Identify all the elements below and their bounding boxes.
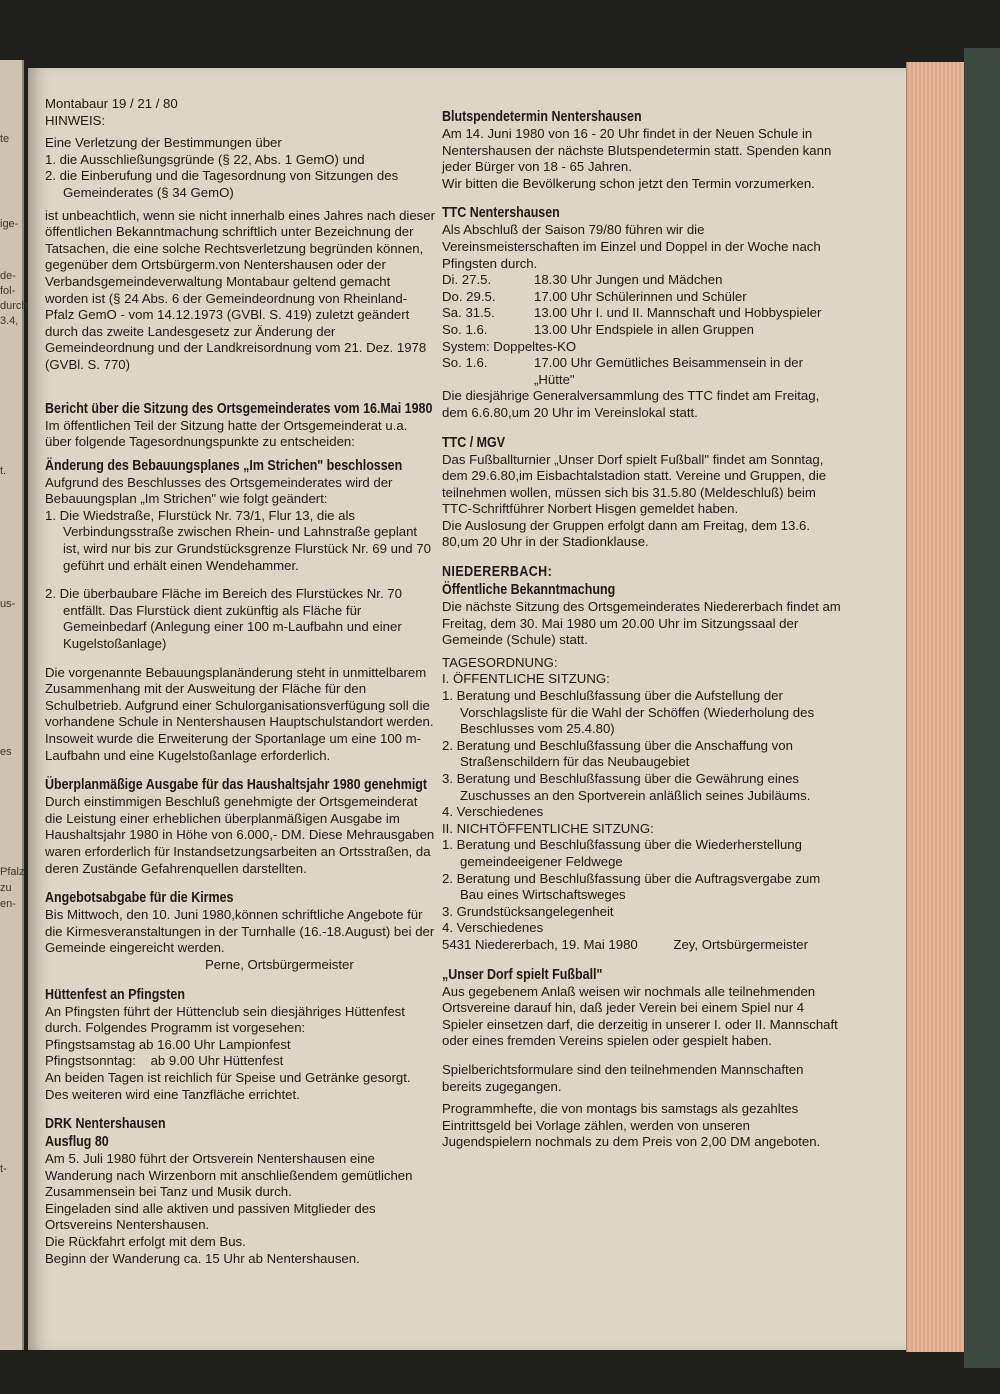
left-page-edge — [0, 60, 28, 1350]
huettenfest-section — [45, 986, 435, 1104]
drk-line: Eingeladen sind alle aktiven und passiven Mitglieder des Ortsvereins Nentershausen. — [45, 1200, 376, 1233]
agenda-item: 1. Beratung und Beschlußfassung über die Aufstellung der Vorschlagsliste für die Wahl der Schöffen (Wiederholung des Beschlusses vom 25.4.80) — [442, 688, 815, 737]
list-item: 1. Die Wiedstraße, Flurstück Nr. 73/1, Flur 13, die als Verbindungsstraße zwischen Rhein- und Lahnstraße geplant ist, wird nur bis zur Grundstücksgrenze Flurstück Nr. 69 und 70 geführt und erhält einen Wendehammer. — [45, 507, 431, 573]
list-item: 2. die Einberufung und die Tagesordnung von Sitzungen des Gemeinderates (§ 34 GemO) — [45, 168, 399, 200]
section-heading: DRK Nentershausen — [45, 1116, 166, 1133]
program-line: Pfingstsamstag ab 16.00 Uhr Lampionfest — [45, 1036, 291, 1052]
drk-section — [45, 1115, 435, 1267]
book-cover — [964, 48, 1000, 1368]
ttc-intro: Als Abschluß der Saison 79/80 führen wir die Vereinsmeisterschaften im Einzel und Doppel in der Woche nach Pfingsten durch. — [442, 222, 821, 271]
hinweis-body: ist unbeachtlich, wenn sie nicht innerhalb eines Jahres nach dieser öffentlichen Bekanntmachung schriftlich unter Bezeichnung der Tatsachen, die eine solche Rechtsverletzung begründen können, gegenüber dem Ortsbürgerm.von Nentershausen oder der Verbandsgemeindeverwaltung Montabaur geltend gemacht worden ist (§ 24 Abs. 6 der Gemeindeordnung von Rheinland-Pfalz GemO - vom 14.12.1973 (GVBl. S. 419) zuletzt geändert durch das zweite Landesgesetz zur Änderung der Gemeindeordnung und der Landkreisordnung vom 21. Dez. 1978 (GVBl. S. 770) — [45, 207, 435, 372]
section-heading: Blutspendetermin Nentershausen — [442, 109, 642, 125]
schedule-text: 17.00 Uhr Gemütliches Beisammensein in der „Hütte" — [534, 355, 804, 387]
section-heading: NIEDERERBACH: — [442, 564, 553, 581]
left-page-fragment: t. — [0, 465, 7, 477]
blutspende-line: Wir bitten die Bevölkerung schon jetzt den Termin vorzumerken. — [442, 175, 815, 191]
section-heading: TTC Nentershausen — [442, 205, 560, 222]
mgv-line: Die Auslosung der Gruppen erfolgt dann am Freitag, dem 13.6. 80,um 20 Uhr in der Stadionklause. — [442, 517, 811, 550]
section-heading: Überplanmäßige Ausgabe für das Haushaltsjahr 1980 genehmigt — [45, 777, 428, 794]
section-heading: „Unser Dorf spielt Fußball" — [442, 966, 603, 983]
agenda-item: 4. Verschiedenes — [442, 920, 544, 936]
niedererbach-intro: Die nächste Sitzung des Ortsgemeinderates Niedererbach findet am Freitag, dem 30. Mai 1980 um 20.00 Uhr im Sitzungssaal der Gemeinde (Schule) statt. — [442, 599, 841, 648]
signature: Perne, Ortsbürgermeister — [205, 956, 354, 972]
left-page-fragment: ige- — [0, 218, 19, 230]
schedule-row — [442, 272, 842, 289]
ttc-section — [442, 204, 842, 421]
agenda-label: TAGESORDNUNG: — [442, 654, 558, 670]
drk-line: Beginn der Wanderung ca. 15 Uhr ab Nentershausen. — [45, 1250, 360, 1266]
schedule-text: 18.30 Uhr Jungen und Mädchen — [534, 272, 723, 288]
signature: Zey, Ortsbürgermeister — [673, 936, 808, 952]
agenda-item: 2. Beratung und Beschlußfassung über die Anschaffung von Straßenschildern für das Neubaugebiet — [442, 737, 793, 770]
left-page-fragment: durch — [0, 300, 28, 312]
agenda-item: 4. Verschiedenes — [442, 804, 544, 820]
left-page-fragment: zu — [0, 882, 12, 894]
drk-line: Die Rückfahrt erfolgt mit dem Bus. — [45, 1234, 246, 1250]
ttc-outro: Die diesjährige Generalversammlung des TTC findet am Freitag, dem 6.6.80,um 20 Uhr im Vereinslokal statt. — [442, 388, 820, 420]
section-heading: TTC / MGV — [442, 434, 506, 451]
agenda-item: 1. Beratung und Beschlußfassung über die Wiederherstellung gemeindeeigener Feldwege — [442, 837, 802, 869]
dorf-line: Spielberichtsformulare sind den teilnehmenden Mannschaften bereits zugegangen. — [442, 1061, 804, 1094]
signature-row — [442, 937, 842, 954]
mgv-section — [442, 434, 842, 552]
niedererbach-section — [442, 563, 842, 953]
hinweis-label: HINWEIS: — [45, 112, 106, 128]
page-edges — [906, 62, 965, 1352]
schedule-day: Do. 29.5. — [442, 288, 496, 304]
schedule-row — [442, 305, 842, 322]
kirmes-body: Bis Mittwoch, den 10. Juni 1980,können schriftliche Angebote für die Kirmesveranstaltungen in der Turnhalle (16.-18.August) bei der Gemeinde eingereicht werden. — [45, 907, 435, 956]
list-item: 2. Die überbaubare Fläche im Bereich des Flurstückes Nr. 70 entfällt. Das Flurstück dient zukünftig als Fläche für Gemeinbedarf (Anlegung einer 100 m-Laufbahn und einer Kugelstoßanlage) — [45, 586, 402, 652]
left-page-fragment: Pfalz — [0, 866, 25, 878]
dorf-section — [442, 966, 842, 1151]
schedule-row — [442, 355, 842, 388]
bericht-section — [45, 400, 435, 451]
left-page-fragment: 3.4, — [0, 315, 19, 327]
schedule-row — [442, 322, 842, 339]
bebauungsplan-section — [45, 457, 435, 765]
huettenfest-body: An Pfingsten führt der Hüttenclub sein diesjähriges Hüttenfest durch. Folgendes Programm ist vorgesehen: — [45, 1003, 405, 1036]
left-page-fragment: te — [0, 133, 10, 145]
left-page-fragment: fol- — [0, 285, 16, 297]
schedule-day: Sa. 31.5. — [442, 305, 495, 321]
kirmes-section — [45, 889, 435, 973]
section-subheading: Ausflug 80 — [45, 1134, 109, 1151]
agenda-item: 3. Beratung und Beschlußfassung über die Gewährung eines Zuschusses an den Sportverein anläßlich seines Jubiläums. — [442, 771, 811, 803]
section-heading: Bericht über die Sitzung des Ortsgemeinderates vom 16.Mai 1980 — [45, 400, 433, 417]
section-heading: Änderung des Bebauungsplanes „Im Strichen" beschlossen — [45, 457, 403, 474]
schedule-text: 13.00 Uhr Endspiele in allen Gruppen — [534, 321, 754, 337]
program-line: Pfingstsonntag: ab 9.00 Uhr Hüttenfest — [45, 1053, 284, 1069]
schedule-day: So. 1.6. — [442, 321, 488, 337]
ausgabe-section — [45, 776, 435, 877]
schedule-day: Di. 27.5. — [442, 272, 492, 288]
place-date: 5431 Niedererbach, 19. Mai 1980 — [442, 936, 638, 952]
left-page-fragment: en- — [0, 898, 16, 910]
ttc-system: System: Doppeltes-KO — [442, 338, 577, 354]
left-page-fragment: de- — [0, 270, 16, 282]
list-item: 1. die Ausschließungsgründe (§ 22, Abs. 1 GemO) und — [45, 151, 365, 167]
schedule-text: 17.00 Uhr Schülerinnen und Schüler — [534, 288, 747, 304]
agenda-item: 2. Beratung und Beschlußfassung über die Auftragsvergabe zum Bau eines Wirtschaftsweges — [442, 870, 821, 903]
bericht-intro: Im öffentlichen Teil der Sitzung hatte der Ortsgemeinderat u.a. über folgende Tagesordnungspunkte zu entscheiden: — [45, 417, 408, 450]
dorf-body: Aus gegebenem Anlaß weisen wir nochmals alle teilnehmenden Ortsvereine darauf hin, daß jeder Verein bei einem Spiel nur 4 Spieler einsetzen darf, die derzeitig in unserer I. oder II. Mannschaft oder eines fremden Vereins spielen oder gespielt haben. — [442, 983, 838, 1049]
dorf-line: Programmhefte, die von montags bis samstags als gezahltes Eintrittsgeld bei Vorlage zählen, werden von unseren Jugendspielern nochmals zu dem Preis von 2,00 DM angeboten. — [442, 1101, 821, 1150]
bebauungsplan-body: Die vorgenannte Bebauungsplanänderung steht in unmittelbarem Zusammenhang mit der Ausweitung der Fläche für den Schulbetrieb. Aufgrund einer Schulorganisationsverfügung soll die vorhandene Schule in Nentershausen Hauptschulstandort werden. Insoweit wurde die Erweiterung der Sportanlage um eine 100 m-Laufbahn und eine Kugelstoßanlage erforderlich. — [45, 664, 434, 763]
mgv-body: Das Fußballturnier „Unser Dorf spielt Fußball" findet am Sonntag, dem 29.6.80,im Eisbachtalstadion statt. Vereine und Gruppen, die teilnehmen wollen, müssen sich bis 31.5.80 (Meldeschluß) beim TTC-Schriftführer Norbert Hisgen gemeldet haben. — [442, 451, 827, 517]
left-page-fragment: us- — [0, 598, 16, 610]
hinweis-section — [45, 96, 435, 374]
drk-body: Am 5. Juli 1980 führt der Ortsverein Nentershausen eine Wanderung nach Wirzenborn mit anschließendem gemütlichen Zusammensein bei Tanz und Musik durch. — [45, 1151, 413, 1200]
left-page-fragment: t- — [0, 1163, 7, 1175]
section-heading: Angebotsabgabe für die Kirmes — [45, 890, 234, 907]
agenda-private-label: II. NICHTÖFFENTLICHE SITZUNG: — [442, 820, 654, 836]
ausgabe-body: Durch einstimmigen Beschluß genehmigte der Ortsgemeinderat die Leistung einer erheblichen überplanmäßigen Ausgabe im Haushaltsjahr 1980 in Höhe von 6.000,- DM. Diese Mehrausgaben waren erforderlich für Instandsetzungsarbeiten an Ortsstraßen, da deren Zustände Gefahrenquellen darstellten. — [45, 794, 435, 876]
reference-number: Montabaur 19 / 21 / 80 — [45, 96, 178, 111]
left-page-fragment: es — [0, 746, 12, 758]
left-column — [45, 96, 435, 1267]
program-line: An beiden Tagen ist reichlich für Speise und Getränke gesorgt. — [45, 1069, 411, 1085]
schedule-day: So. 1.6. — [442, 355, 488, 371]
section-heading: Hüttenfest an Pfingsten — [45, 986, 185, 1003]
blutspende-section — [442, 108, 842, 192]
bebauungsplan-intro: Aufgrund des Beschlusses des Ortsgemeinderates wird der Bebauungsplan „Im Strichen" wie folgt geändert: — [45, 474, 393, 507]
agenda-item: 3. Grundstücksangelegenheit — [442, 903, 614, 919]
blutspende-body: Am 14. Juni 1980 von 16 - 20 Uhr findet in der Neuen Schule in Nentershausen der nächste Blutspendetermin statt. Spenden kann jeder Bürger von 18 - 65 Jahren. — [442, 126, 832, 175]
agenda-public-label: I. ÖFFENTLICHE SITZUNG: — [442, 671, 610, 687]
schedule-text: 13.00 Uhr I. und II. Mannschaft und Hobbyspieler — [534, 305, 822, 321]
section-subheading: Öffentliche Bekanntmachung — [442, 582, 616, 599]
schedule-row — [442, 289, 842, 306]
hinweis-intro: Eine Verletzung der Bestimmungen über — [45, 135, 282, 151]
program-line: Des weiteren wird eine Tanzfläche errichtet. — [45, 1086, 300, 1102]
right-column — [442, 108, 842, 1151]
